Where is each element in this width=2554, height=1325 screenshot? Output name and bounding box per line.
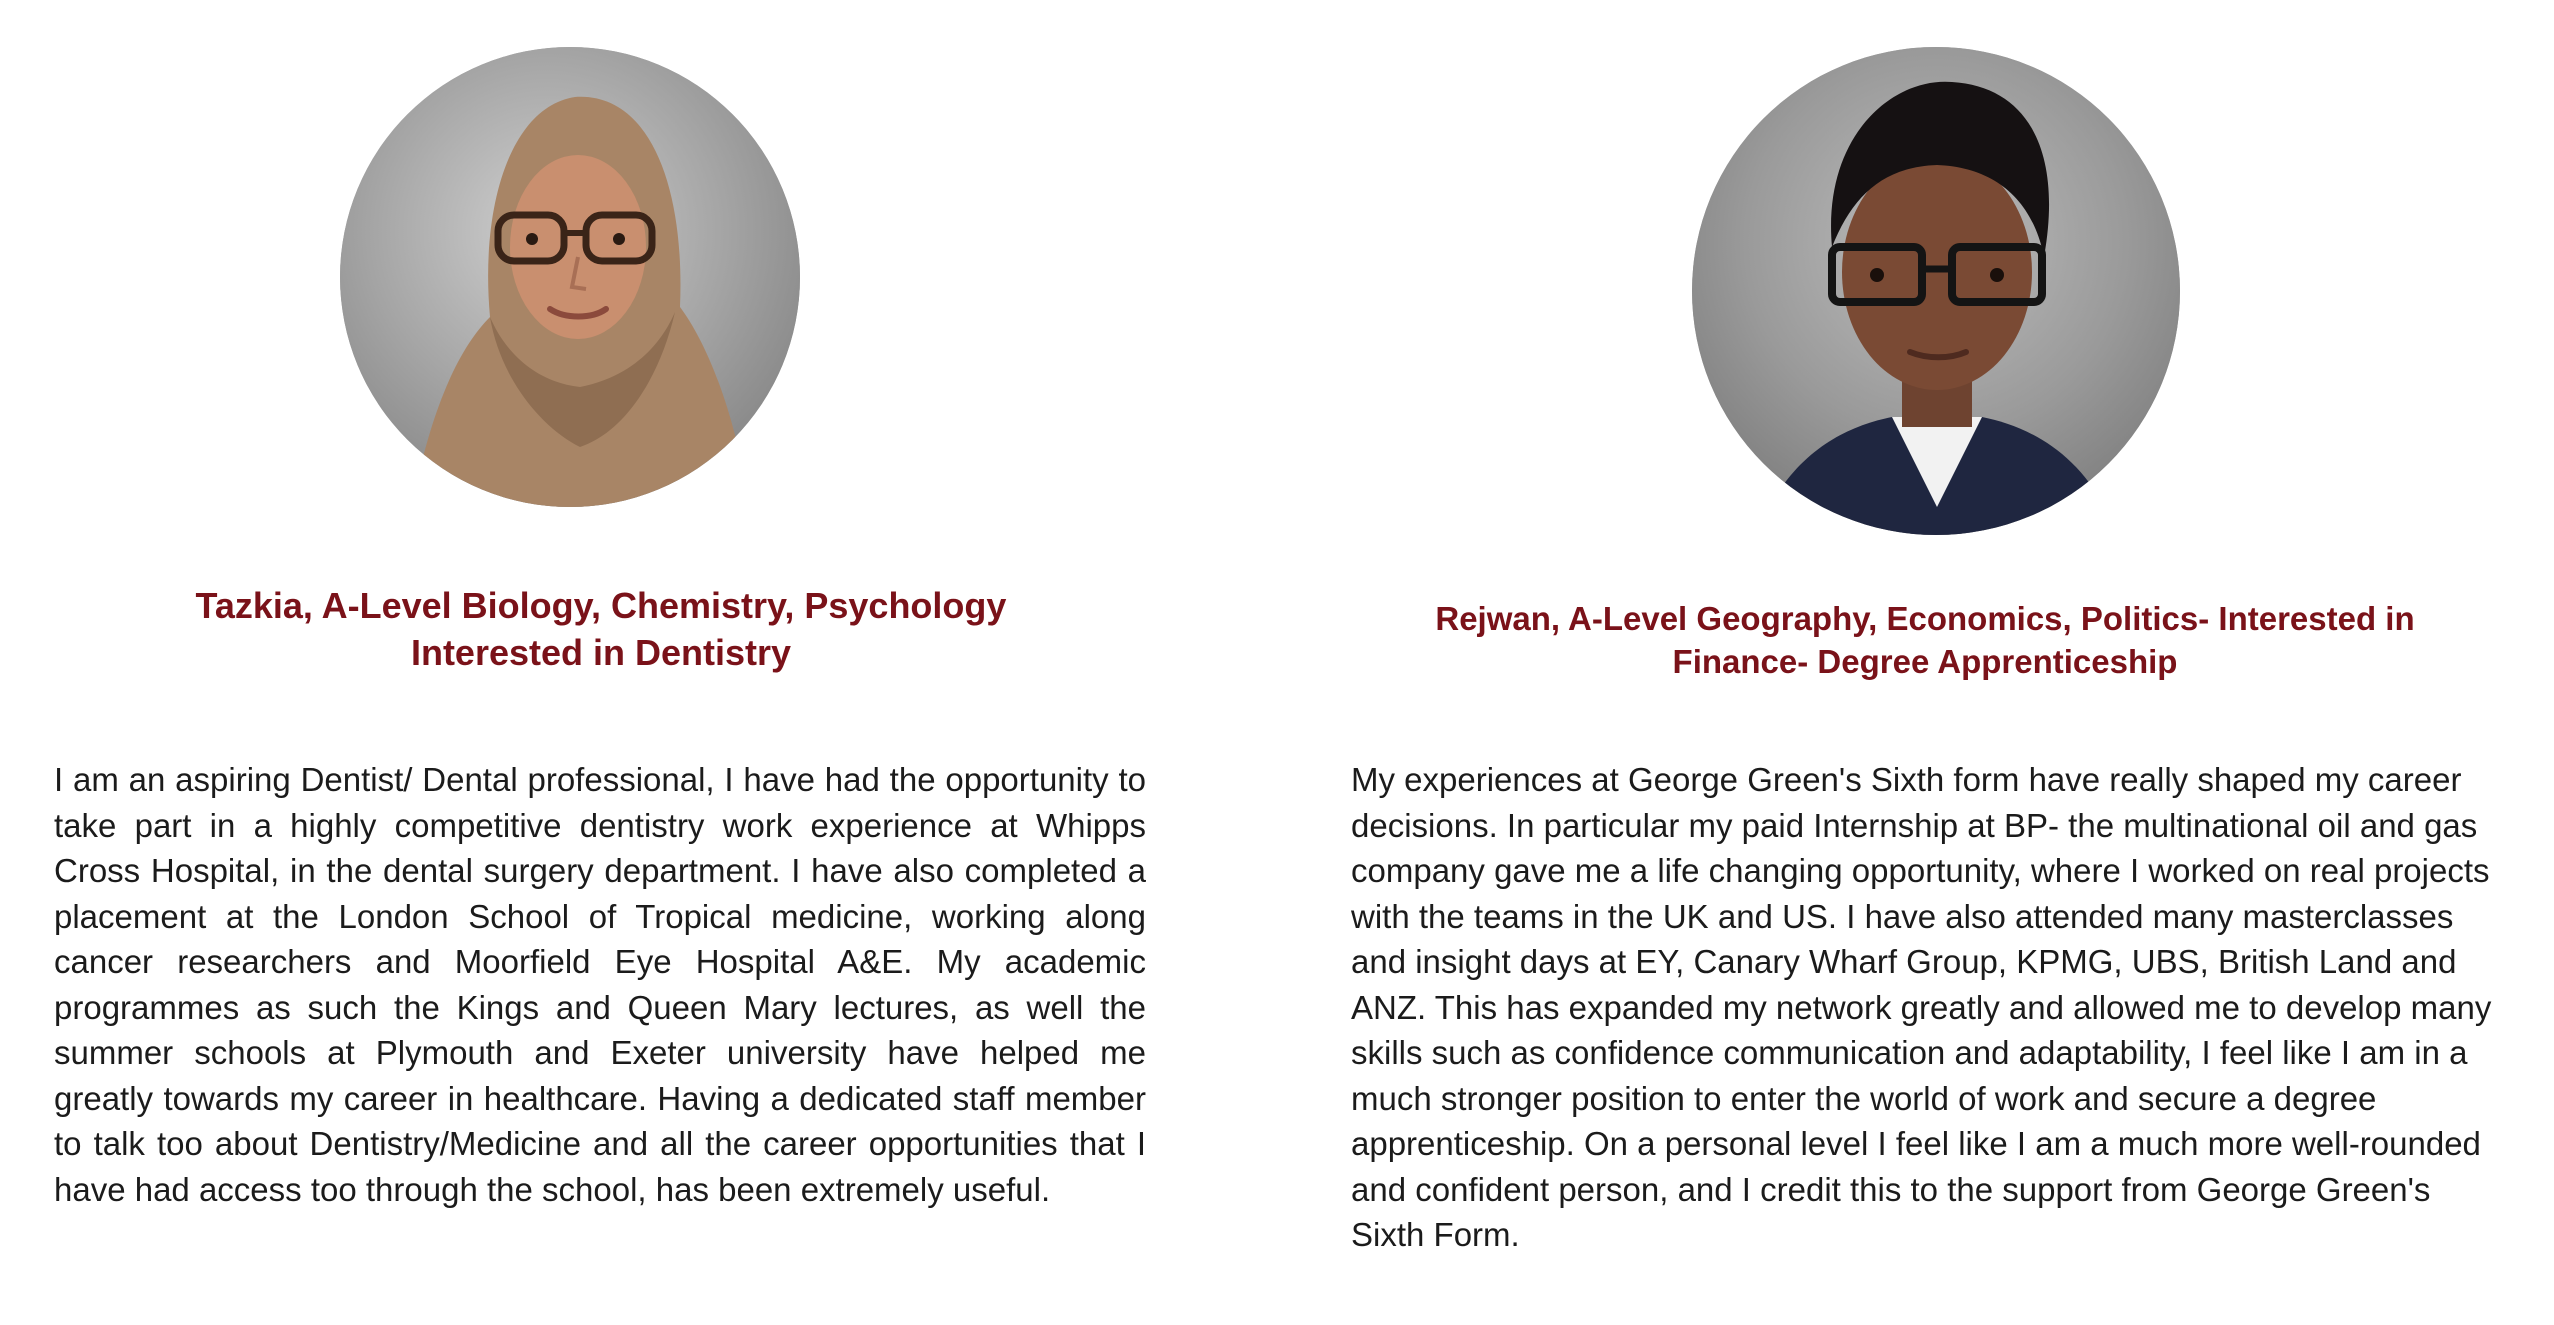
portrait-photo-icon: [340, 47, 800, 507]
profile-heading-tazkia: [140, 583, 1062, 677]
portrait-tazkia: [340, 47, 800, 507]
profile-bio-tazkia: I am an aspiring Dentist/ Dental professional, I have had the opportunity to take part in a highly competitive dentistry work experience at Whipps Cross Hospital, in the dental surgery department. I have also completed a placement at the London School of Tropical medicine, working along cancer researchers and Moorfield Eye Hospital A&E. My academic programmes as such the Kings and Queen Mary lectures, as well the summer schools at Plymouth and Exeter university have helped me greatly towards my career in healthcare. Having a dedicated staff member to talk too about Dentistry/Medicine and all the career opportunities that I have had access too through the school, has been extremely useful.: [54, 761, 1146, 1208]
heading-line-2: Finance- Degree Apprenticeship: [1672, 642, 2178, 680]
portrait-rejwan: [1692, 47, 2180, 535]
heading-line-1: Rejwan, A-Level Geography, Economics, Politics- Interested in: [1435, 600, 2415, 637]
heading-line-2: Interested in Dentistry: [410, 631, 792, 673]
portrait-photo-icon: [1692, 47, 2180, 535]
heading-line-1: Tazkia, A-Level Biology, Chemistry, Psychology: [195, 585, 1007, 626]
profile-heading-rejwan: [1390, 598, 2460, 684]
profile-bio-rejwan: My experiences at George Green's Sixth form have really shaped my career decisions. In particular my paid Internship at BP- the multinational oil and gas company gave me a life changing opportunity, where I worked on real projects with the teams in the UK and US. I have also attended many masterclasses and insight days at EY, Canary Wharf Group, KPMG, UBS, British Land and ANZ. This has expanded my network greatly and allowed me to develop many skills such as confidence communication and adaptability, I feel like I am in a much stronger position to enter the world of work and secure a degree apprenticeship. On a personal level I feel like I am a much more well-rounded and confident person, and I credit this to the support from George Green's Sixth Form.: [1351, 761, 2492, 1254]
